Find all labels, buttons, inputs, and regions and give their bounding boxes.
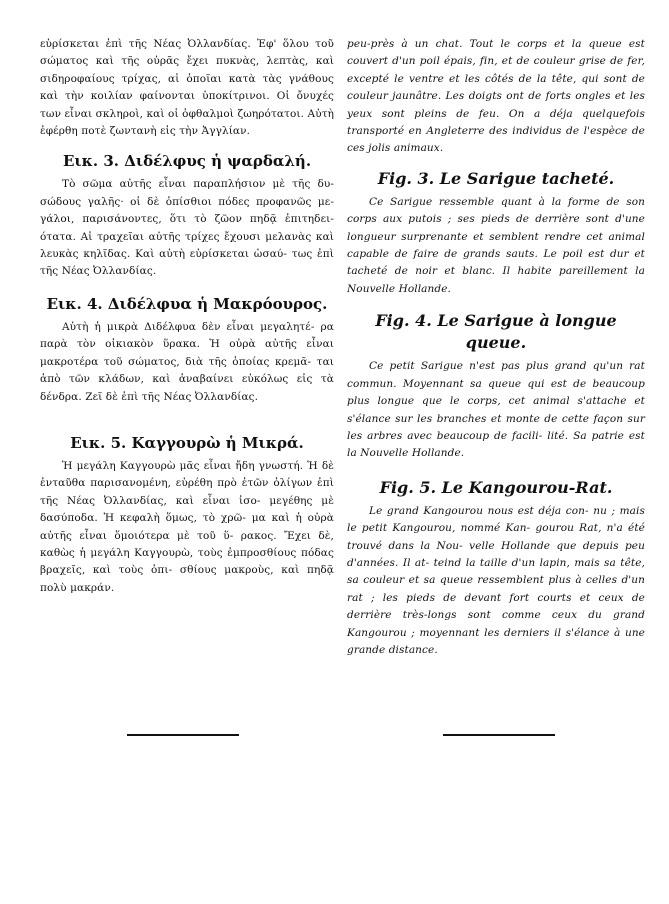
french-fig3-heading: Fig. 3. Le Sarigue tacheté. — [377, 168, 615, 188]
greek-fig5-line: Ἡ μεγάλη Καγγουρὼ μᾶς εἶναι ἤδη γνωστή. — [62, 459, 304, 472]
french-fig4-line: rat commun. Moyennant sa queue qui est de — [347, 360, 645, 390]
french-fig4-heading: Fig. 4. Le Sarigue à longue queue. — [375, 311, 617, 353]
french-cont-line: est couvert d'un poil épais, fin, et de couleur — [347, 38, 645, 68]
greek-fig5-line: σθίους μακροὺς, καὶ πηδᾷ πολὺ μακράν. — [40, 564, 334, 594]
greek-fig5-line: τοὺς ἐμπροσθίους πόδας βραχεῖς, καὶ τοὺς ὀπι- — [40, 546, 334, 577]
french-fig5-line: couleur et sa queue ressemblent plus à celles d'un — [363, 574, 645, 587]
greek-fig3-line: ότατα. Αἱ τραχεῖαι αὐτῆς τρίχες ἔχουσι μελανὰς — [40, 230, 312, 243]
greek-continuation-paragraph — [40, 36, 334, 140]
greek-fig4-line: ρα παρὰ τὸν οἰκιακὸν ὕρακα. Ἡ οὐρὰ αὐτῆς εἶναι — [40, 320, 334, 351]
french-fig4-paragraph — [347, 358, 645, 462]
french-fig5-line: velle Hollande que depuis peu d'années. Il at- — [347, 539, 645, 569]
greek-fig5-line: ρακος. Ἔχει δὲ, καθὼς ἡ μεγάλη Καγγουρὼ, — [40, 529, 334, 559]
greek-fig3-line: Τὸ σῶμα αὐτῆς εἶναι παραπλήσιον μὲ τῆς δυ- — [62, 178, 334, 191]
french-fig3-line: poil est dur et tacheté de noir et blanc. Il habite — [347, 248, 645, 278]
french-cont-line: de forts ongles et les yeux sont pleins de feu. — [347, 90, 645, 120]
french-fig5-heading: Fig. 5. Le Kangourou-Rat. — [379, 477, 613, 497]
greek-fig5-heading: Εικ. 5. Καγγουρὼ ἡ Μικρά. — [70, 433, 304, 452]
greek-cont-line: ζωηρότατοι. Αὐτὴ ἐφέρθη ποτὲ ζωντανὴ εἰς τὴν — [40, 107, 334, 138]
french-cont-line: peu-près à un chat. Tout le corps et la queue — [347, 38, 622, 50]
french-cont-line: grise de fer, excepté le ventre et les côtés de la — [347, 55, 645, 85]
french-column — [347, 36, 645, 659]
french-fig3-line: d'une longueur surprenante et semblent rendre — [347, 213, 645, 243]
french-fig3-line: cet animal capable de faire de grands sauts. Le — [347, 230, 646, 261]
greek-fig3-line: σώδους γαλῆς· οἱ δὲ ὀπίσθιοι πόδες προφανῶς με- — [40, 195, 334, 208]
greek-fig4-line: ται ἀπὸ τῶν κλάδων, καὶ ἀναβαίνει εὐκόλως εἰς — [40, 355, 334, 386]
greek-fig5-line: ὀλίγων ἐπὶ τῆς Νέας Ὀλλανδίας, καὶ εἶναι ἰσο- — [40, 477, 334, 507]
french-fig3-paragraph — [347, 194, 645, 298]
greek-fig4-heading: Εικ. 4. Διδέλφυα ἡ Μακρόουρος. — [46, 294, 328, 313]
greek-fig5-paragraph — [40, 458, 334, 597]
greek-fig3-line: τως ἐπὶ τῆς Νέας Ὀλλανδίας. — [40, 248, 334, 278]
greek-cont-line: Ἀγγλίαν. — [201, 125, 251, 138]
greek-cont-line: Οἱ ὄνυχές των εἶναι σκληροὶ, καὶ οἱ ὀφθαλμοὶ — [40, 90, 334, 120]
section-end-rule — [443, 734, 555, 736]
french-fig4-line: cette façon sur les arbres avec beaucoup de facili- — [347, 412, 645, 442]
greek-fig3-paragraph — [40, 176, 334, 280]
french-fig3-line: son corps aux putois ; ses pieds de derrière sont — [347, 195, 645, 226]
greek-cont-line: εὑρίσκεται ἐπὶ τῆς Νέας Ὀλλανδίας. Ἐφ' ὅλου — [40, 38, 309, 50]
french-fig5-line: Kangourou ; moyennant les derniers il s'élance — [347, 626, 610, 639]
french-fig4-line: lité. Sa patrie est la Nouvelle Hollande. — [347, 429, 645, 460]
greek-fig4-paragraph — [40, 319, 334, 406]
french-fig5-line: teind la taille d'un lapin, mais sa tête, sa — [347, 556, 645, 587]
greek-fig4-line: Αὐτὴ ἡ μικρὰ Διδέλφυα δὲν εἶναι μεγαλητέ- — [62, 320, 315, 333]
french-continuation-paragraph — [347, 36, 645, 158]
french-fig5-paragraph — [347, 503, 645, 660]
french-cont-line: On a déja quelquefois transporté en Angleterre — [347, 107, 645, 138]
greek-fig3-heading: Εικ. 3. Διδέλφυς ἡ ψαρδαλή. — [62, 152, 312, 171]
greek-fig5-line: μα καὶ ἡ οὐρὰ αὐτῆς εἶναι ὅμοιότερα μὲ τοῦ ὕ- — [40, 512, 334, 542]
french-fig5-line: nu ; mais le petit Kangourou, nommé Kan- — [347, 504, 645, 535]
section-end-rule — [127, 734, 239, 736]
french-fig3-line: pareillement la Nouvelle Hollande. — [347, 265, 645, 295]
french-fig4-line: Ce petit Sarigue n'est pas plus grand qu'un — [369, 360, 624, 373]
french-fig5-line: à une grande distance. — [347, 626, 645, 656]
french-fig3-line: Ce Sarigue ressemble quant à la forme de — [369, 195, 620, 208]
greek-fig4-line: τὰ δένδρα. Ζεῖ δὲ ἐπὶ τῆς Νέας Ὀλλανδίας. — [40, 373, 334, 403]
french-fig5-line: gourou Rat, n'a été trouvé dans la Nou- — [347, 522, 645, 552]
greek-fig5-line: μεγέθης μὲ δασύποδα. Ἡ κεφαλὴ ὅμως, τὸ χρῶ- — [40, 494, 334, 525]
greek-column — [40, 36, 334, 597]
french-fig5-line: Le grand Kangourou nous est déja con- — [369, 504, 589, 517]
french-fig5-line: derrière très-longs sont comme ceux du grand — [347, 609, 645, 622]
french-fig4-line: s'attache et s'élance sur les branches et monte de — [347, 395, 645, 425]
greek-fig3-line: γάλοι, παρισάνοντες, ὅτι τὸ ζῶον πηδᾷ ἐπιτηδει- — [40, 213, 334, 226]
greek-cont-line: γνάθους καὶ τὴν κοιλίαν φαίνονται ὑποκίτρινοι. — [40, 72, 334, 103]
french-fig5-line: rat ; les pieds de devant fort courts et ceux de — [347, 591, 645, 604]
french-fig4-line: beaucoup plus longue que le corps, cet animal — [347, 377, 645, 408]
french-cont-line: tête, qui sont de couleur jaunâtre. Les doigts ont — [347, 72, 645, 103]
greek-cont-line: τοῦ σώματος καὶ τῆς οὐρᾶς ἔχει πυκνὰς, λεπτὰς, — [40, 38, 334, 68]
greek-fig3-line: καὶ λευκὰς κηλῖδας. Καὶ αὐτὴ εὑρίσκεται ὡσαύ- — [40, 230, 334, 261]
greek-fig4-line: μακροτέρα τοῦ σώματος, διὰ τῆς ὁποίας κρεμᾶ- — [40, 355, 312, 368]
french-cont-line: des individus de l'espèce de ces jolis animaux. — [347, 125, 645, 155]
greek-fig5-line: Ἡ δὲ ἐνταῦθα παρισανομένη, εὑρέθη πρὸ ἐτῶν — [40, 459, 334, 490]
greek-cont-line: καὶ σιδηροφαίους τρίχας, αἱ ὁποῖαι κατὰ τὰς — [40, 55, 334, 85]
